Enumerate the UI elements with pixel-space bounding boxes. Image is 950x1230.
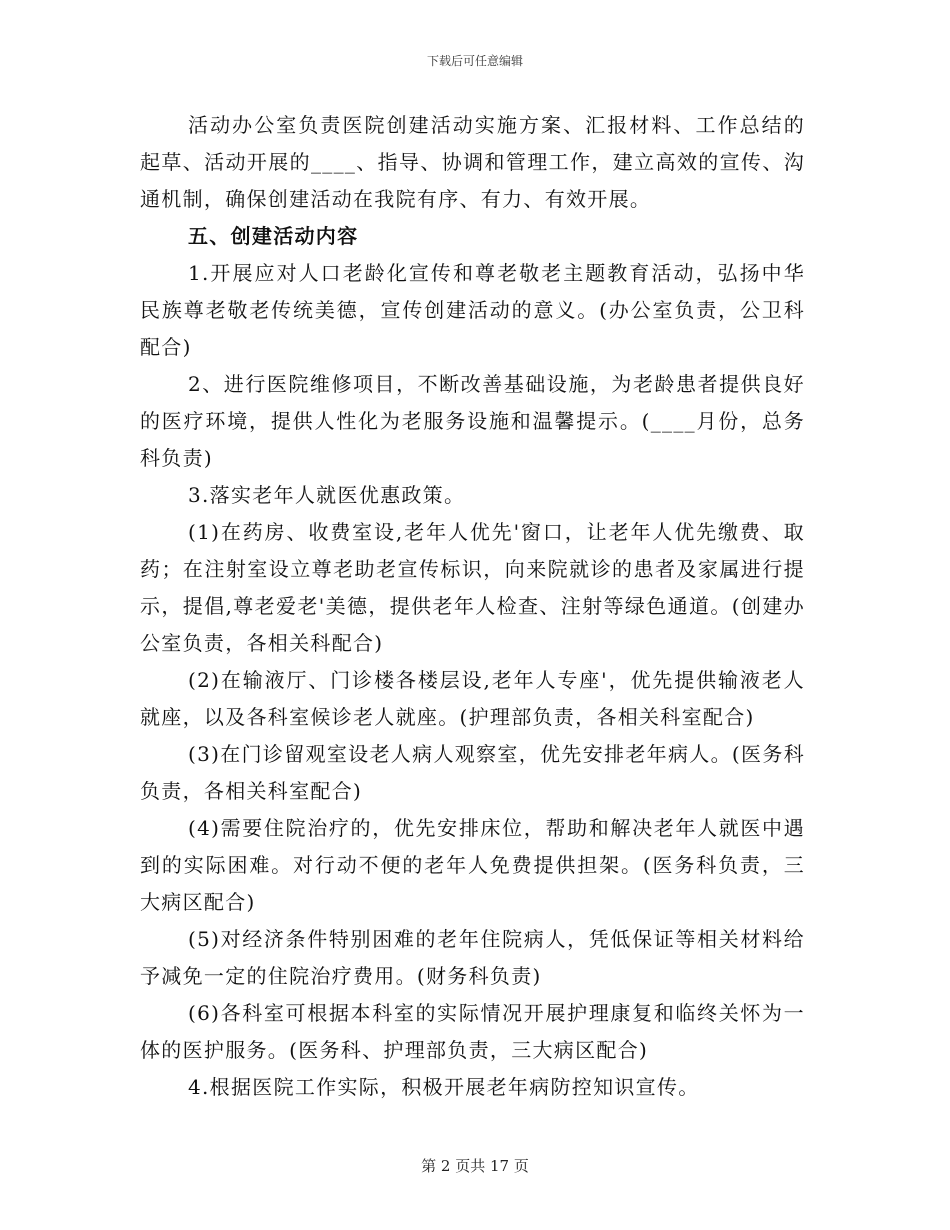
paragraph-item-2: 2、进行医院维修项目，不断改善基础设施，为老龄患者提供良好的医疗环境，提供人性化为老服务设施和温馨提示。(____月份，总务科负责) (140, 372, 805, 470)
paragraph-item-1: 1.开展应对人口老龄化宣传和尊老敬老主题教育活动，弘扬中华民族尊老敬老传统美德，宣传创建活动的意义。(办公室负责，公卫科配合) (140, 261, 805, 359)
page-footer: 第 2 页共 17 页 (421, 1157, 529, 1175)
paragraph-subitem-5: (5)对经济条件特别困难的老年住院病人，凭低保证等相关材料给予减免一定的住院治疗费用。(财务科负责) (140, 927, 805, 988)
document-body (140, 107, 805, 1106)
paragraph-subitem-3: (3)在门诊留观室设老人病人观察室，优先安排老年病人。(医务科负责，各相关科室配合) (140, 742, 805, 803)
paragraph-item-3: 3.落实老年人就医优惠政策。 (188, 483, 466, 507)
section-heading-5: 五、创建活动内容 (188, 224, 359, 248)
paragraph-subitem-2: (2)在输液厅、门诊楼各楼层设,老年人专座'，优先提供输液老人就座，以及各科室候诊老人就座。(护理部负责，各相关科室配合) (140, 668, 805, 729)
paragraph-office-duties: 活动办公室负责医院创建活动实施方案、汇报材料、工作总结的起草、活动开展的____、指导、协调和管理工作，建立高效的宣传、沟通机制，确保创建活动在我院有序、有力、有效开展。 (140, 113, 805, 211)
paragraph-item-4: 4.根据医院工作实际，积极开展老年病防控知识宣传。 (188, 1075, 700, 1099)
paragraph-subitem-1: (1)在药房、收费室设,老年人优先'窗口，让老年人优先缴费、取药；在注射室设立尊老助老宣传标识，向来院就诊的患者及家属进行提示，提倡,尊老爱老'美德，提供老年人检查、注射等绿色通道。(创建办公室负责，各相关科配合) (140, 520, 805, 655)
paragraph-subitem-4: (4)需要住院治疗的，优先安排床位，帮助和解决老年人就医中遇到的实际困难。对行动不便的老年人免费提供担架。(医务科负责，三大病区配合) (140, 816, 805, 914)
page-header: 下载后可任意编辑 (426, 54, 523, 68)
paragraph-subitem-6: (6)各科室可根据本科室的实际情况开展护理康复和临终关怀为一体的医护服务。(医务科、护理部负责，三大病区配合) (140, 1001, 805, 1062)
